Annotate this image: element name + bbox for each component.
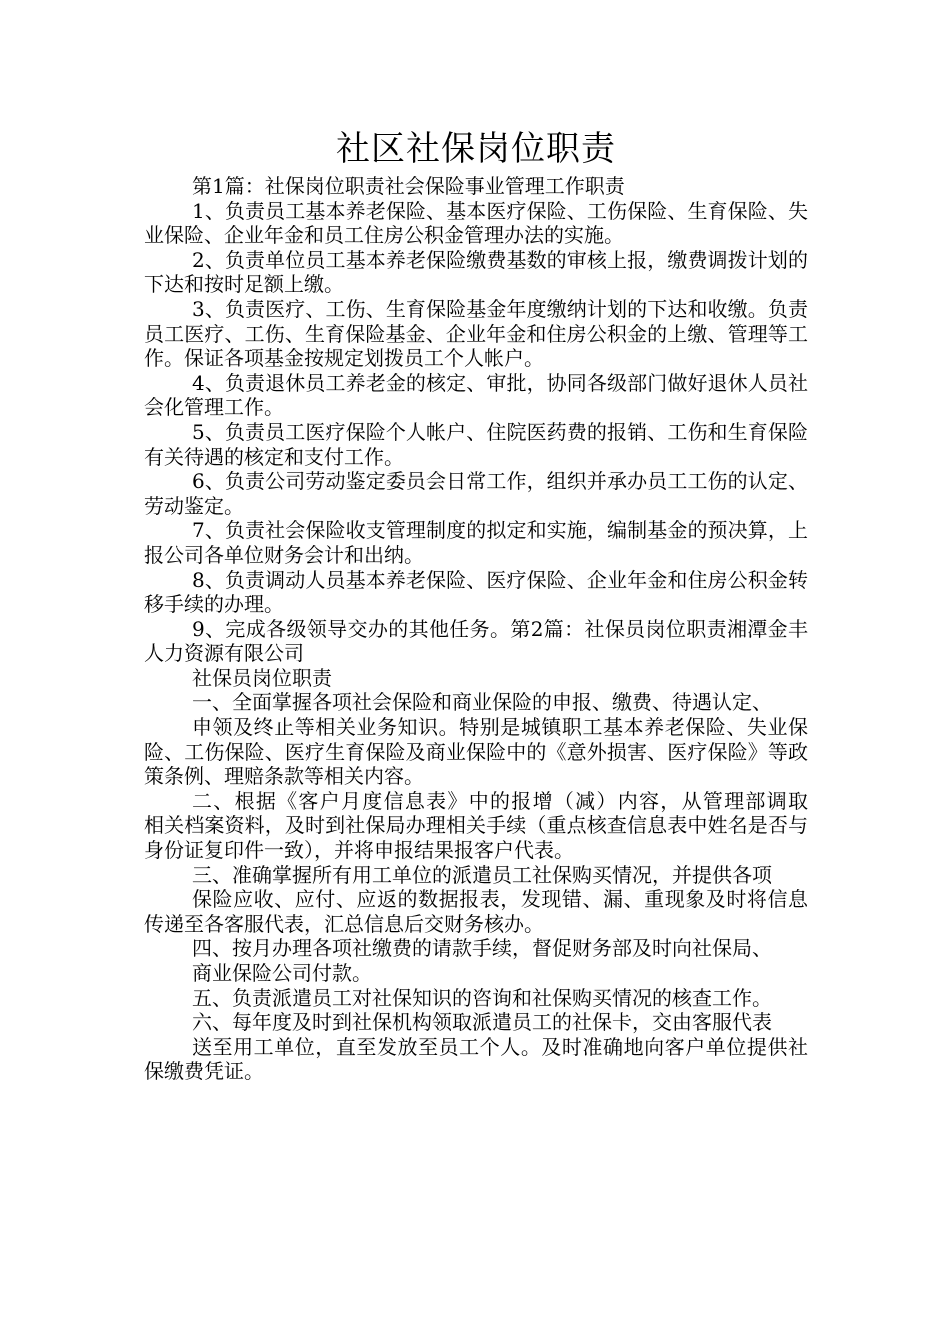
paragraph-duty-4-cont: 商业保险公司付款。 xyxy=(192,961,372,985)
document-page xyxy=(144,126,828,1084)
paragraph-item-7: 7、负责社会保险收支管理制度的拟定和实施，编制基金的预决算，上报公司各单位财务会计和出纳。 xyxy=(144,518,808,567)
paragraph-item-2: 2、负责单位员工基本养老保险缴费基数的审核上报，缴费调拨计划的下达和按时足额上缴。 xyxy=(144,247,808,297)
paragraph-duty-2: 二、根据《客户月度信息表》中的报增（减）内容，从管理部调取 相关档案资料，及时到社保局办理相关手续（重点核查信息表中姓名是否与身份证复印件一致），并将申报结果报客户代表。 xyxy=(144,788,828,863)
paragraph-duty-1: 一、全面掌握各项社会保险和商业保险的申报、缴费、待遇认定、 xyxy=(192,690,772,715)
paragraph-chapter-1-heading: 第1篇：社保岗位职责社会保险事业管理工作职责 xyxy=(192,174,625,198)
paragraph-item-9: 9、完成各级领导交办的其他任务。第2篇：社保员岗位职责湘潭金丰人力资源有限公司 xyxy=(144,616,808,666)
document-title: 社区社保岗位职责 xyxy=(336,129,616,169)
paragraph-duty-6: 六、每年度及时到社保机构领取派遣员工的社保卡，交由客服代表 xyxy=(192,1010,772,1035)
paragraph-section-heading: 社保员岗位职责 xyxy=(192,665,332,690)
paragraph-duty-3: 三、准确掌握所有用工单位的派遣员工社保购买情况，并提供各项 xyxy=(192,862,772,887)
paragraph-duty-6-cont: 送至用工单位，直至发放至员工个人。及时准确地向客户单位提供社保缴费凭证。 xyxy=(144,1034,808,1084)
paragraph-item-5: 5、负责员工医疗保险个人帐户、住院医药费的报销、工伤和生育保险有关待遇的核定和支付工作。 xyxy=(144,419,808,469)
paragraph-duty-3-cont: 保险应收、应付、应返的数据报表，发现错、漏、重现象及时将信息传递至各客服代表，汇总信息后交财务核办。 xyxy=(144,887,808,936)
paragraph-duty-4: 四、按月办理各项社缴费的请款手续，督促财务部及时向社保局、 xyxy=(192,936,772,961)
paragraph-item-8: 8、负责调动人员基本养老保险、医疗保险、企业年金和住房公积金转移手续的办理。 xyxy=(144,567,808,617)
paragraph-item-1: 1、负责员工基本养老保险、基本医疗保险、工伤保险、生育保险、失业保险、企业年金和员工住房公积金管理办法的实施。 xyxy=(144,198,808,248)
paragraph-item-6: 6、负责公司劳动鉴定委员会日常工作，组织并承办员工工伤的认定、劳动鉴定。 xyxy=(144,469,808,518)
paragraph-item-4: 4、负责退休员工养老金的核定、审批，协同各级部门做好退休人员社会化管理工作。 xyxy=(144,370,808,420)
paragraph-duty-5: 五、负责派遣员工对社保知识的咨询和社保购买情况的核查工作。 xyxy=(192,985,772,1010)
paragraph-item-3: 3、负责医疗、工伤、生育保险基金年度缴纳计划的下达和收缴。负责员工医疗、工伤、生育保险基金、企业年金和住房公积金的上缴、管理等工作。保证各项基金按规定划拨员工个人帐户。 xyxy=(144,296,808,371)
paragraph-duty-1-cont: 申领及终止等相关业务知识。特别是城镇职工基本养老保险、失业保险、工伤保险、医疗生育保险及商业保险中的《意外损害、医疗保险》等政策条例、理赔条款等相关内容。 xyxy=(144,715,808,789)
